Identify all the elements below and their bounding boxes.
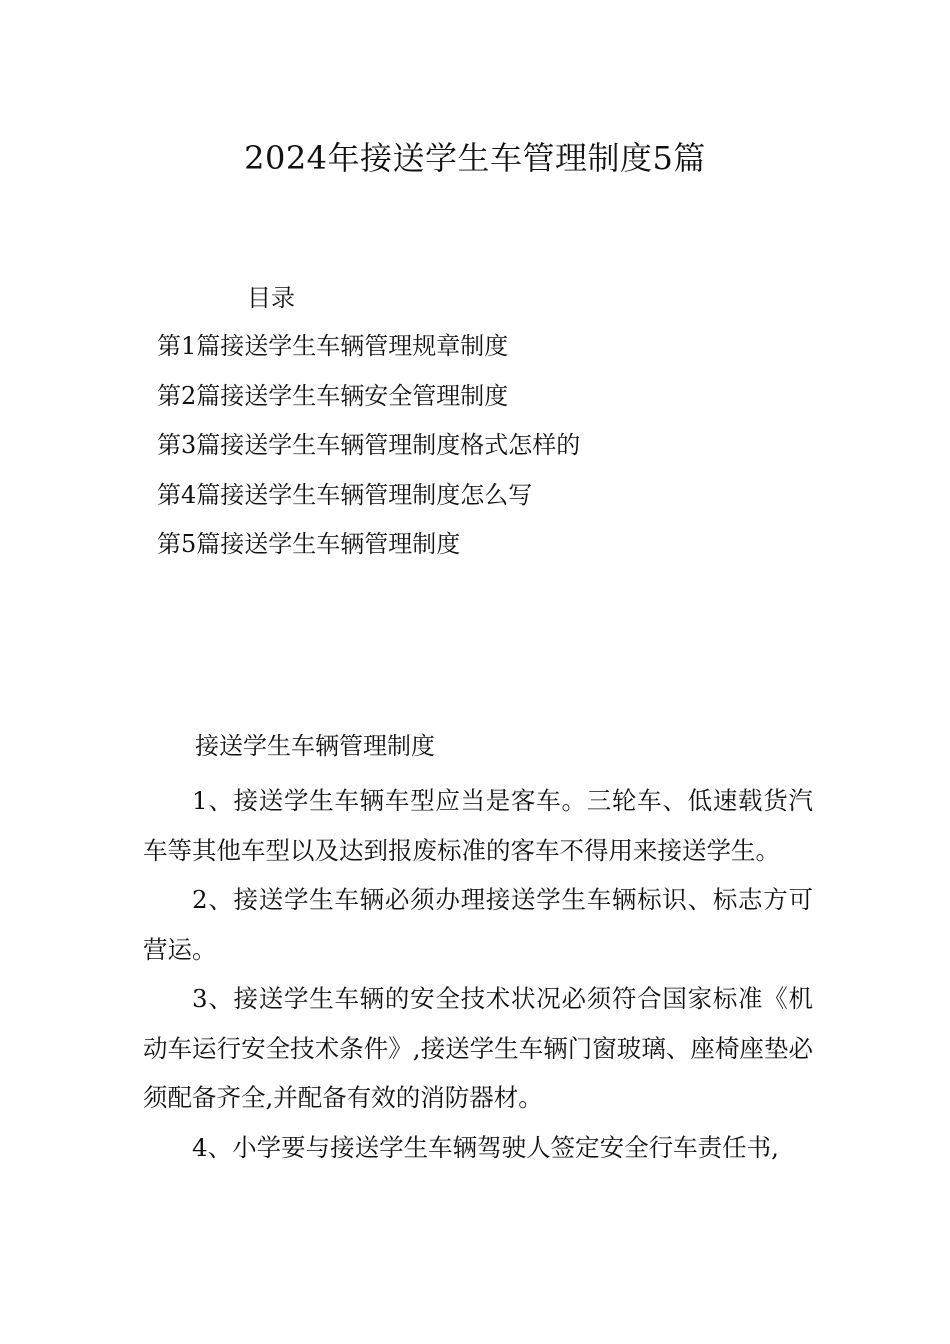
document-title: 2024年接送学生车管理制度5篇 — [244, 139, 706, 177]
toc-item-4: 第4篇接送学生车辆管理制度怎么写 — [157, 480, 533, 509]
toc-heading: 目录 — [247, 284, 295, 312]
paragraph-4: 4、小学要与接送学生车辆驾驶人签定安全行车责任书, — [192, 1132, 779, 1162]
section-body — [143, 776, 813, 1172]
table-of-contents — [157, 328, 580, 576]
toc-item-2: 第2篇接送学生车辆安全管理制度 — [157, 381, 509, 410]
paragraph-3: 3、接送学生车辆的安全技术状况必须符合国家标准《机动车运行安全技术条件》,接送学生车辆门窗玻璃、座椅座垫必须配备齐全,并配备有效的消防器材。 — [143, 984, 813, 1112]
toc-item-5: 第5篇接送学生车辆管理制度 — [157, 530, 461, 558]
toc-item-3: 第3篇接送学生车辆管理制度格式怎样的 — [157, 431, 581, 459]
toc-item-1: 第1篇接送学生车辆管理规章制度 — [157, 332, 509, 360]
section-heading: 接送学生车辆管理制度 — [195, 732, 435, 760]
paragraph-2: 2、接送学生车辆必须办理接送学生车辆标识、标志方可营运。 — [143, 885, 813, 964]
paragraph-1: 1、接送学生车辆车型应当是客车。三轮车、低速载货汽车等其他车型以及达到报废标准的客车不得用来接送学生。 — [143, 786, 813, 865]
